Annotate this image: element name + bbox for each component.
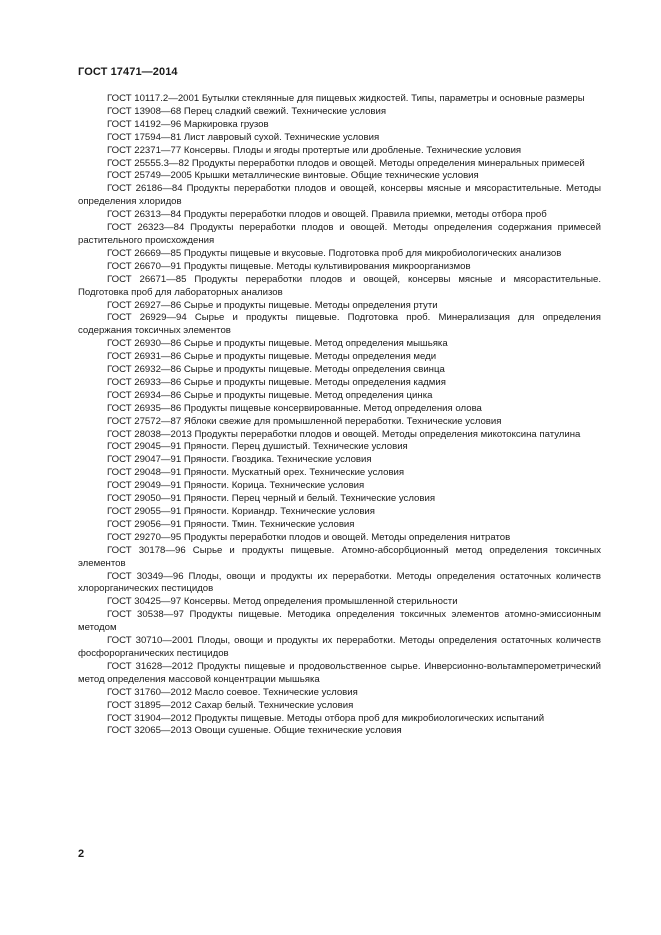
page-header-standard-code: ГОСТ 17471—2014: [78, 66, 178, 78]
reference-entry: ГОСТ 29049—91 Пряности. Корица. Технические условия: [107, 480, 365, 492]
reference-entry: ГОСТ 29047—91 Пряности. Гвоздика. Технические условия: [107, 454, 372, 466]
reference-entry: ГОСТ 14192—96 Маркировка грузов: [107, 118, 269, 130]
reference-entry: ГОСТ 26186—84 Продукты переработки плодов и овощей, консервы мясные и мясорастительные. Методы определения хлоридов: [78, 183, 601, 208]
reference-entry: ГОСТ 26931—86 Сырье и продукты пищевые. Методы определения меди: [107, 351, 437, 363]
reference-entry: ГОСТ 26669—85 Продукты пищевые и вкусовые. Подготовка проб для микробиологических анализов: [107, 247, 562, 259]
reference-entry: ГОСТ 27572—87 Яблоки свежие для промышленной переработки. Технические условия: [107, 415, 502, 427]
reference-entry: ГОСТ 29050—91 Пряности. Перец черный и белый. Технические условия: [107, 493, 436, 505]
reference-entry: ГОСТ 30425—97 Консервы. Метод определения промышленной стерильности: [107, 596, 458, 608]
page-number: 2: [78, 848, 85, 860]
reference-entry: ГОСТ 26313—84 Продукты переработки плодов и овощей. Правила приемки, методы отбора проб: [107, 209, 547, 221]
reference-entry: ГОСТ 26927—86 Сырье и продукты пищевые. Методы определения ртути: [107, 299, 438, 311]
reference-entry: ГОСТ 26671—85 Продукты переработки плодов и овощей, консервы мясные и мясорастительные. Подготовка проб для лабораторных анализов: [78, 273, 601, 298]
reference-entry: ГОСТ 25555.3—82 Продукты переработки плодов и овощей. Методы определения минеральных примесей: [107, 157, 585, 169]
reference-entry: ГОСТ 25749—2005 Крышки металлические винтовые. Общие технические условия: [107, 170, 479, 182]
reference-entry: ГОСТ 10117.2—2001 Бутылки стеклянные для пищевых жидкостей. Типы, параметры и основные размеры: [107, 93, 585, 104]
normative-references-list: [78, 93, 601, 738]
reference-entry: ГОСТ 13908—68 Перец сладкий свежий. Технические условия: [107, 105, 387, 117]
reference-entry: ГОСТ 31760—2012 Масло соевое. Технические условия: [107, 686, 358, 698]
reference-entry: ГОСТ 29045—91 Пряности. Перец душистый. Технические условия: [107, 441, 408, 453]
reference-entry: ГОСТ 29056—91 Пряности. Тмин. Технические условия: [107, 518, 355, 530]
reference-entry: ГОСТ 29270—95 Продукты переработки плодов и овощей. Методы определения нитратов: [107, 531, 511, 543]
reference-entry: ГОСТ 26933—86 Сырье и продукты пищевые. Методы определения кадмия: [107, 376, 446, 388]
reference-entry: ГОСТ 26934—86 Сырье и продукты пищевые. Метод определения цинка: [107, 389, 433, 401]
reference-entry: ГОСТ 28038—2013 Продукты переработки плодов и овощей. Методы определения микотоксина патулина: [107, 428, 581, 440]
reference-entry: ГОСТ 26323—84 Продукты переработки плодов и овощей. Методы определения содержания примесей растительного происхождения: [78, 222, 601, 246]
reference-entry: ГОСТ 30710—2001 Плоды, овощи и продукты их переработки. Методы определения остаточных количеств фосфорорганических пестицидов: [78, 635, 601, 659]
reference-entry: ГОСТ 26930—86 Сырье и продукты пищевые. Метод определения мышьяка: [107, 338, 448, 350]
reference-entry: ГОСТ 26929—94 Сырье и продукты пищевые. Подготовка проб. Минерализация для определения содержания токсичных элементов: [78, 312, 601, 337]
reference-entry: ГОСТ 30349—96 Плоды, овощи и продукты их переработки. Методы определения остаточных количеств хлорорганических пестицидов: [78, 570, 601, 595]
reference-entry: ГОСТ 22371—77 Консервы. Плоды и ягоды протертые или дробленые. Технические условия: [107, 144, 522, 156]
reference-entry: ГОСТ 30178—96 Сырье и продукты пищевые. Атомно-абсорбционный метод определения токсичных элементов: [78, 544, 601, 569]
reference-entry: ГОСТ 30538—97 Продукты пищевые. Методика определения токсичных элементов атомно-эмиссионным методом: [78, 609, 601, 634]
reference-entry: ГОСТ 29048—91 Пряности. Мускатный орех. Технические условия: [107, 467, 405, 479]
reference-entry: ГОСТ 31895—2012 Сахар белый. Технические условия: [107, 699, 354, 711]
reference-entry: ГОСТ 26932—86 Сырье и продукты пищевые. Методы определения свинца: [107, 364, 445, 376]
reference-entry: ГОСТ 26935—86 Продукты пищевые консервированные. Метод определения олова: [107, 402, 482, 414]
reference-entry: ГОСТ 29055—91 Пряности. Кориандр. Технические условия: [107, 506, 375, 517]
reference-entry: ГОСТ 31904—2012 Продукты пищевые. Методы отбора проб для микробиологических испытаний: [107, 712, 545, 724]
reference-entry: ГОСТ 31628—2012 Продукты пищевые и продовольственное сырье. Инверсионно-вольтамперометрический метод определения массовой концентрации мышьяка: [78, 660, 601, 685]
reference-entry: ГОСТ 32065—2013 Овощи сушеные. Общие технические условия: [107, 725, 402, 737]
reference-entry: ГОСТ 26670—91 Продукты пищевые. Методы культивирования микроорганизмов: [107, 260, 471, 272]
reference-entry: ГОСТ 17594—81 Лист лавровый сухой. Технические условия: [107, 131, 380, 143]
